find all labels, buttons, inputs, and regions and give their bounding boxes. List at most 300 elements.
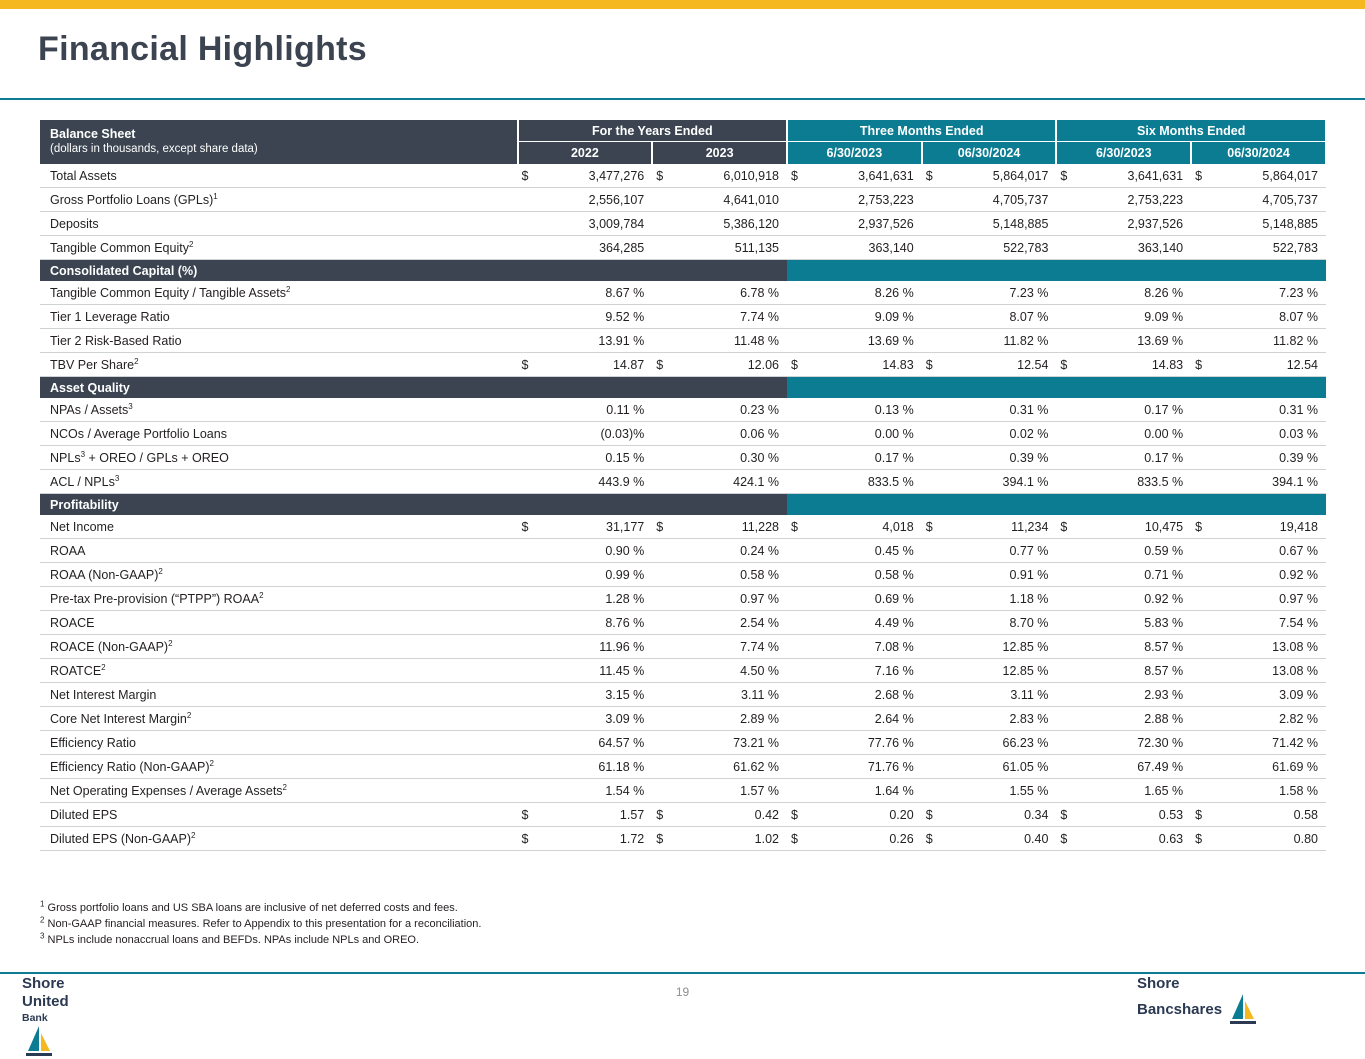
- table-row: [40, 188, 1326, 212]
- section-fill-cell: [787, 377, 922, 399]
- currency-symbol-cell: $: [1056, 827, 1082, 851]
- currency-symbol-cell: [652, 587, 678, 611]
- row-label: NPLs$^3$ + OREO / GPLs + OREO: [40, 446, 518, 470]
- currency-symbol-cell: [787, 422, 813, 446]
- currency-symbol-cell: [518, 611, 544, 635]
- currency-symbol-cell: [652, 422, 678, 446]
- table-row: [40, 446, 1326, 470]
- currency-symbol-cell: [922, 779, 948, 803]
- value-cell: 64.57 %: [544, 731, 652, 755]
- value-cell: 1.72: [544, 827, 652, 851]
- value-cell: 12.06: [679, 353, 787, 377]
- value-cell: 8.67 %: [544, 281, 652, 305]
- section-fill-cell: [518, 494, 653, 516]
- value-cell: 2,937,526: [813, 212, 921, 236]
- value-cell: 3,009,784: [544, 212, 652, 236]
- section-fill-cell: [1191, 494, 1326, 516]
- currency-symbol-cell: [518, 446, 544, 470]
- currency-symbol-cell: [1056, 611, 1082, 635]
- currency-symbol-cell: $: [922, 827, 948, 851]
- value-cell: 0.30 %: [679, 446, 787, 470]
- section-fill-cell: [787, 260, 922, 282]
- currency-symbol-cell: $: [652, 827, 678, 851]
- currency-symbol-cell: [652, 659, 678, 683]
- value-cell: 9.09 %: [813, 305, 921, 329]
- value-cell: 0.15 %: [544, 446, 652, 470]
- row-label: Efficiency Ratio: [40, 731, 518, 755]
- currency-symbol-cell: [652, 731, 678, 755]
- value-cell: 0.00 %: [1083, 422, 1191, 446]
- title-divider: [0, 98, 1365, 100]
- currency-symbol-cell: [652, 305, 678, 329]
- value-cell: 0.17 %: [813, 446, 921, 470]
- currency-symbol-cell: $: [787, 164, 813, 188]
- value-cell: 1.57: [544, 803, 652, 827]
- footnote-marker: 2: [186, 710, 192, 720]
- value-cell: 8.70 %: [948, 611, 1056, 635]
- currency-symbol-cell: [787, 329, 813, 353]
- currency-symbol-cell: [518, 305, 544, 329]
- footnote: $^2$ Non-GAAP financial measures. Refer to Appendix to this presentation for a reconciliation.: [40, 915, 482, 930]
- row-label: ROACE (Non-GAAP)$^2$: [40, 635, 518, 659]
- table-row: [40, 779, 1326, 803]
- value-cell: 73.21 %: [679, 731, 787, 755]
- value-cell: 1.18 %: [948, 587, 1056, 611]
- currency-symbol-cell: [922, 707, 948, 731]
- section-fill-cell: [1191, 260, 1326, 282]
- value-cell: 2,753,223: [813, 188, 921, 212]
- section-fill-cell: [1056, 260, 1191, 282]
- currency-symbol-cell: [518, 398, 544, 422]
- value-cell: 0.77 %: [948, 539, 1056, 563]
- corner-line1: Balance Sheet: [50, 127, 136, 141]
- currency-symbol-cell: $: [518, 515, 544, 539]
- logo-left-line1: Shore: [22, 975, 65, 992]
- currency-symbol-cell: [652, 707, 678, 731]
- currency-symbol-cell: [1056, 755, 1082, 779]
- currency-symbol-cell: [922, 305, 948, 329]
- value-cell: 394.1 %: [1218, 470, 1326, 494]
- value-cell: 0.34: [948, 803, 1056, 827]
- row-label: Tier 2 Risk-Based Ratio: [40, 329, 518, 353]
- currency-symbol-cell: [787, 755, 813, 779]
- section-label: Consolidated Capital (%): [40, 260, 518, 282]
- value-cell: 0.42: [679, 803, 787, 827]
- currency-symbol-cell: [1056, 539, 1082, 563]
- currency-symbol-cell: [1191, 398, 1217, 422]
- currency-symbol-cell: [1191, 659, 1217, 683]
- currency-symbol-cell: [518, 707, 544, 731]
- currency-symbol-cell: [787, 446, 813, 470]
- footnote-marker: 2: [209, 758, 214, 768]
- value-cell: 2.64 %: [813, 707, 921, 731]
- currency-symbol-cell: $: [787, 515, 813, 539]
- currency-symbol-cell: [652, 212, 678, 236]
- value-cell: 0.02 %: [948, 422, 1056, 446]
- group-header-three-months: Three Months Ended: [787, 120, 1056, 142]
- currency-symbol-cell: $: [1056, 164, 1082, 188]
- group-header-six-months: Six Months Ended: [1056, 120, 1326, 142]
- value-cell: 2.68 %: [813, 683, 921, 707]
- footnote: $^3$ NPLs include nonaccrual loans and BEFDs. NPAs include NPLs and OREO.: [40, 931, 420, 946]
- currency-symbol-cell: [1056, 779, 1082, 803]
- currency-symbol-cell: [922, 611, 948, 635]
- currency-symbol-cell: [518, 779, 544, 803]
- currency-symbol-cell: [652, 683, 678, 707]
- currency-symbol-cell: [652, 281, 678, 305]
- logo-left-line3: Bank: [22, 1012, 48, 1024]
- table-row: [40, 731, 1326, 755]
- value-cell: 8.76 %: [544, 611, 652, 635]
- value-cell: 61.05 %: [948, 755, 1056, 779]
- value-cell: 71.76 %: [813, 755, 921, 779]
- value-cell: 2.88 %: [1083, 707, 1191, 731]
- row-label: Core Net Interest Margin$^2$: [40, 707, 518, 731]
- currency-symbol-cell: $: [787, 803, 813, 827]
- currency-symbol-cell: [1191, 683, 1217, 707]
- value-cell: 8.57 %: [1083, 659, 1191, 683]
- sub-header-3m-2023: 6/30/2023: [787, 142, 922, 165]
- value-cell: 0.92 %: [1218, 563, 1326, 587]
- value-cell: 0.17 %: [1083, 446, 1191, 470]
- table-section-row: [40, 377, 1326, 399]
- value-cell: 72.30 %: [1083, 731, 1191, 755]
- value-cell: (0.03)%: [544, 422, 652, 446]
- sailboat-icon: [26, 1025, 52, 1059]
- row-label: Total Assets: [40, 164, 518, 188]
- currency-symbol-cell: [1056, 470, 1082, 494]
- table-body: [40, 164, 1326, 851]
- table-row: [40, 563, 1326, 587]
- value-cell: 0.97 %: [679, 587, 787, 611]
- value-cell: 1.58 %: [1218, 779, 1326, 803]
- row-label: Tier 1 Leverage Ratio: [40, 305, 518, 329]
- currency-symbol-cell: [922, 446, 948, 470]
- currency-symbol-cell: [518, 470, 544, 494]
- logo-shore-bancshares: [1137, 975, 1337, 1019]
- table-row: [40, 212, 1326, 236]
- value-cell: 0.17 %: [1083, 398, 1191, 422]
- value-cell: 0.20: [813, 803, 921, 827]
- value-cell: 7.23 %: [1218, 281, 1326, 305]
- footnote-marker: 2: [259, 590, 264, 600]
- value-cell: 7.74 %: [679, 635, 787, 659]
- currency-symbol-cell: $: [1056, 803, 1082, 827]
- value-cell: 66.23 %: [948, 731, 1056, 755]
- value-cell: 4,018: [813, 515, 921, 539]
- value-cell: 19,418: [1218, 515, 1326, 539]
- value-cell: 2.83 %: [948, 707, 1056, 731]
- table-section-row: [40, 494, 1326, 516]
- table-row: [40, 515, 1326, 539]
- currency-symbol-cell: [922, 683, 948, 707]
- value-cell: 0.58: [1218, 803, 1326, 827]
- value-cell: 2,937,526: [1083, 212, 1191, 236]
- table-row: [40, 164, 1326, 188]
- row-label: Net Income: [40, 515, 518, 539]
- currency-symbol-cell: [1191, 422, 1217, 446]
- logo-left-line2: United: [22, 993, 69, 1010]
- currency-symbol-cell: [787, 563, 813, 587]
- value-cell: 0.90 %: [544, 539, 652, 563]
- currency-symbol-cell: $: [518, 803, 544, 827]
- row-label: Deposits: [40, 212, 518, 236]
- currency-symbol-cell: [1191, 731, 1217, 755]
- currency-symbol-cell: $: [787, 353, 813, 377]
- value-cell: 0.13 %: [813, 398, 921, 422]
- currency-symbol-cell: [922, 422, 948, 446]
- table-row: [40, 539, 1326, 563]
- currency-symbol-cell: [652, 329, 678, 353]
- section-fill-cell: [1056, 377, 1191, 399]
- value-cell: 2.54 %: [679, 611, 787, 635]
- value-cell: 5,148,885: [1218, 212, 1326, 236]
- currency-symbol-cell: [652, 635, 678, 659]
- value-cell: 3,477,276: [544, 164, 652, 188]
- table-row: [40, 683, 1326, 707]
- section-fill-cell: [1056, 494, 1191, 516]
- section-fill-cell: [652, 260, 787, 282]
- value-cell: 11,234: [948, 515, 1056, 539]
- value-cell: 0.23 %: [679, 398, 787, 422]
- financial-highlights-table-wrapper: [40, 120, 1327, 851]
- value-cell: 7.54 %: [1218, 611, 1326, 635]
- currency-symbol-cell: [1056, 398, 1082, 422]
- currency-symbol-cell: $: [787, 827, 813, 851]
- value-cell: 363,140: [1083, 236, 1191, 260]
- currency-symbol-cell: [922, 587, 948, 611]
- table-row: [40, 470, 1326, 494]
- currency-symbol-cell: [1191, 188, 1217, 212]
- currency-symbol-cell: [787, 779, 813, 803]
- value-cell: 522,783: [1218, 236, 1326, 260]
- currency-symbol-cell: [652, 446, 678, 470]
- value-cell: 0.40: [948, 827, 1056, 851]
- currency-symbol-cell: [922, 539, 948, 563]
- currency-symbol-cell: [1191, 236, 1217, 260]
- footnotes: [40, 900, 1040, 948]
- value-cell: 0.97 %: [1218, 587, 1326, 611]
- value-cell: 1.65 %: [1083, 779, 1191, 803]
- value-cell: 7.74 %: [679, 305, 787, 329]
- value-cell: 31,177: [544, 515, 652, 539]
- value-cell: 511,135: [679, 236, 787, 260]
- footnote-marker: 2: [101, 662, 106, 672]
- value-cell: 11.82 %: [1218, 329, 1326, 353]
- value-cell: 11.48 %: [679, 329, 787, 353]
- value-cell: 0.63: [1083, 827, 1191, 851]
- currency-symbol-cell: [1191, 446, 1217, 470]
- currency-symbol-cell: [787, 305, 813, 329]
- footnote-marker: 1: [40, 899, 45, 909]
- currency-symbol-cell: [518, 188, 544, 212]
- row-label: ROAA: [40, 539, 518, 563]
- value-cell: 6.78 %: [679, 281, 787, 305]
- currency-symbol-cell: [1191, 611, 1217, 635]
- currency-symbol-cell: [518, 539, 544, 563]
- value-cell: 13.69 %: [813, 329, 921, 353]
- group-header-years: For the Years Ended: [518, 120, 787, 142]
- value-cell: 0.80: [1218, 827, 1326, 851]
- value-cell: 4,705,737: [948, 188, 1056, 212]
- value-cell: 0.53: [1083, 803, 1191, 827]
- currency-symbol-cell: [787, 236, 813, 260]
- currency-symbol-cell: [787, 539, 813, 563]
- currency-symbol-cell: [922, 398, 948, 422]
- sailboat-icon: [1230, 993, 1256, 1027]
- row-label: NPAs / Assets$^3$: [40, 398, 518, 422]
- currency-symbol-cell: [1056, 422, 1082, 446]
- row-label: Diluted EPS (Non-GAAP)$^2$: [40, 827, 518, 851]
- currency-symbol-cell: [1191, 635, 1217, 659]
- currency-symbol-cell: $: [922, 515, 948, 539]
- value-cell: 1.55 %: [948, 779, 1056, 803]
- logo-shore-united-bank: [22, 975, 202, 1024]
- value-cell: 5.83 %: [1083, 611, 1191, 635]
- currency-symbol-cell: [1191, 779, 1217, 803]
- value-cell: 522,783: [948, 236, 1056, 260]
- sub-header-2023: 2023: [652, 142, 787, 165]
- currency-symbol-cell: [518, 635, 544, 659]
- value-cell: 12.54: [948, 353, 1056, 377]
- currency-symbol-cell: [787, 707, 813, 731]
- table-row: [40, 659, 1326, 683]
- currency-symbol-cell: $: [652, 515, 678, 539]
- currency-symbol-cell: [518, 755, 544, 779]
- value-cell: 4.49 %: [813, 611, 921, 635]
- currency-symbol-cell: [787, 281, 813, 305]
- section-fill-cell: [1191, 377, 1326, 399]
- value-cell: 2.89 %: [679, 707, 787, 731]
- value-cell: 6,010,918: [679, 164, 787, 188]
- value-cell: 1.54 %: [544, 779, 652, 803]
- currency-symbol-cell: [1056, 188, 1082, 212]
- value-cell: 443.9 %: [544, 470, 652, 494]
- value-cell: 0.26: [813, 827, 921, 851]
- currency-symbol-cell: [787, 659, 813, 683]
- currency-symbol-cell: [1191, 587, 1217, 611]
- value-cell: 0.69 %: [813, 587, 921, 611]
- currency-symbol-cell: [922, 731, 948, 755]
- row-label: Gross Portfolio Loans (GPLs)$^1$: [40, 188, 518, 212]
- table-row: [40, 353, 1326, 377]
- footnote-marker: 3: [80, 449, 86, 459]
- currency-symbol-cell: [1191, 707, 1217, 731]
- currency-symbol-cell: [787, 398, 813, 422]
- section-fill-cell: [518, 260, 653, 282]
- currency-symbol-cell: [922, 563, 948, 587]
- value-cell: 4,641,010: [679, 188, 787, 212]
- currency-symbol-cell: [1191, 563, 1217, 587]
- value-cell: 0.39 %: [948, 446, 1056, 470]
- row-label: TBV Per Share$^2$: [40, 353, 518, 377]
- value-cell: 77.76 %: [813, 731, 921, 755]
- value-cell: 1.02: [679, 827, 787, 851]
- currency-symbol-cell: [922, 755, 948, 779]
- currency-symbol-cell: [518, 422, 544, 446]
- currency-symbol-cell: $: [652, 164, 678, 188]
- value-cell: 363,140: [813, 236, 921, 260]
- row-label: Net Interest Margin: [40, 683, 518, 707]
- value-cell: 0.39 %: [1218, 446, 1326, 470]
- currency-symbol-cell: [652, 539, 678, 563]
- row-label: Tangible Common Equity / Tangible Assets$^2$: [40, 281, 518, 305]
- value-cell: 14.83: [1083, 353, 1191, 377]
- value-cell: 0.92 %: [1083, 587, 1191, 611]
- currency-symbol-cell: [1191, 212, 1217, 236]
- section-fill-cell: [922, 377, 1057, 399]
- table-corner-header: [40, 120, 518, 164]
- financial-highlights-table: [40, 120, 1327, 851]
- footnote-marker: 2: [134, 356, 139, 366]
- footnote-marker: 2: [282, 782, 287, 792]
- currency-symbol-cell: [518, 329, 544, 353]
- table-row: [40, 329, 1326, 353]
- currency-symbol-cell: [518, 731, 544, 755]
- top-accent-bar: [0, 0, 1365, 9]
- currency-symbol-cell: $: [652, 803, 678, 827]
- currency-symbol-cell: [787, 683, 813, 707]
- currency-symbol-cell: [922, 635, 948, 659]
- value-cell: 833.5 %: [813, 470, 921, 494]
- section-fill-cell: [652, 377, 787, 399]
- row-label: Efficiency Ratio (Non-GAAP)$^2$: [40, 755, 518, 779]
- value-cell: 3.11 %: [679, 683, 787, 707]
- table-head: [40, 120, 1326, 164]
- currency-symbol-cell: [518, 563, 544, 587]
- currency-symbol-cell: [1056, 635, 1082, 659]
- value-cell: 67.49 %: [1083, 755, 1191, 779]
- currency-symbol-cell: [1191, 539, 1217, 563]
- currency-symbol-cell: $: [1191, 353, 1217, 377]
- footnote-marker: 2: [286, 284, 291, 294]
- value-cell: 8.57 %: [1083, 635, 1191, 659]
- row-label: Net Operating Expenses / Average Assets$^2$: [40, 779, 518, 803]
- currency-symbol-cell: $: [922, 353, 948, 377]
- currency-symbol-cell: [518, 659, 544, 683]
- row-label: Diluted EPS: [40, 803, 518, 827]
- currency-symbol-cell: [787, 731, 813, 755]
- currency-symbol-cell: [1056, 305, 1082, 329]
- row-label: Pre-tax Pre-provision (“PTPP”) ROAA$^2$: [40, 587, 518, 611]
- currency-symbol-cell: $: [518, 164, 544, 188]
- value-cell: 12.85 %: [948, 635, 1056, 659]
- sub-header-6m-2024: 06/30/2024: [1191, 142, 1326, 165]
- currency-symbol-cell: [652, 563, 678, 587]
- currency-symbol-cell: [1056, 212, 1082, 236]
- row-label: NCOs / Average Portfolio Loans: [40, 422, 518, 446]
- currency-symbol-cell: [787, 470, 813, 494]
- value-cell: 424.1 %: [679, 470, 787, 494]
- value-cell: 0.99 %: [544, 563, 652, 587]
- section-label: Profitability: [40, 494, 518, 516]
- value-cell: 10,475: [1083, 515, 1191, 539]
- value-cell: 12.54: [1218, 353, 1326, 377]
- value-cell: 1.64 %: [813, 779, 921, 803]
- footnote-marker: 3: [40, 931, 45, 941]
- currency-symbol-cell: $: [1191, 803, 1217, 827]
- group-header-row: [40, 120, 1326, 142]
- currency-symbol-cell: [787, 611, 813, 635]
- value-cell: 3.09 %: [1218, 683, 1326, 707]
- currency-symbol-cell: $: [922, 164, 948, 188]
- value-cell: 0.67 %: [1218, 539, 1326, 563]
- value-cell: 11,228: [679, 515, 787, 539]
- value-cell: 1.57 %: [679, 779, 787, 803]
- value-cell: 61.18 %: [544, 755, 652, 779]
- value-cell: 2.82 %: [1218, 707, 1326, 731]
- footnote-marker: 2: [158, 566, 163, 576]
